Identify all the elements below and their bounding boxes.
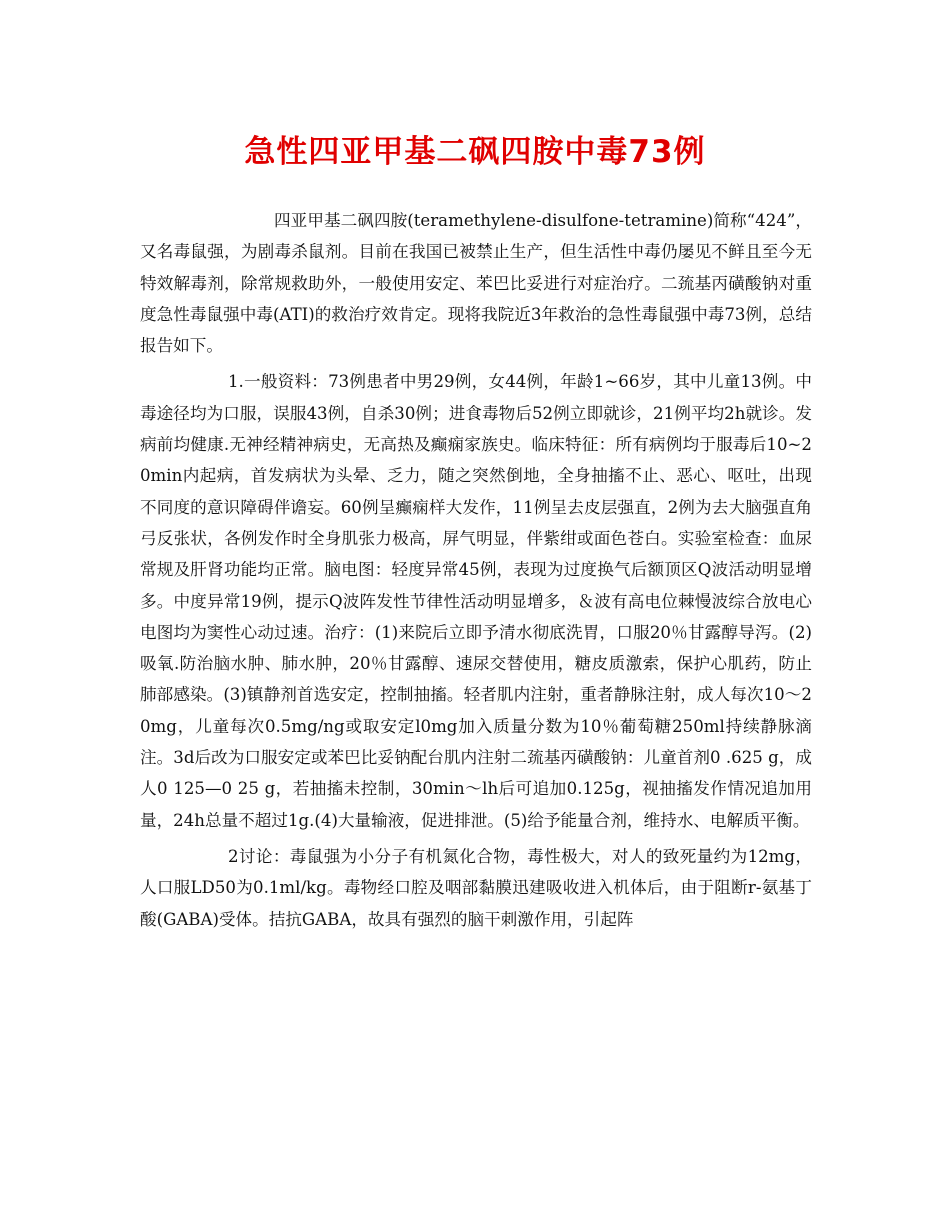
paragraph-intro: 四亚甲基二砜四胺(teramethylene-disulfone-tetramine)简称“424”，又名毒鼠强，为剧毒杀鼠剂。目前在我国已被禁止生产，但生活性中毒仍屡见不鲜且至今无特效解毒剂，除常规救助外，一般使用安定、苯巴比妥进行对症治疗。二巯基丙磺酸钠对重度急性毒鼠强中毒(ATI)的救治疗效肯定。现将我院近3年救治的急性毒鼠强中毒73例，总结报告如下。 bbox=[140, 211, 812, 356]
paragraph-general-data: 1.一般资料：73例患者中男29例，女44例，年龄1~66岁，其中儿童13例。中毒途径均为口服，误服43例，自杀30例；进食毒物后52例立即就诊，21例平均2h就诊。发病前均健康.无神经精神病史，无高热及癫痫家族史。临床特征：所有病例均于服毒后10~20min内起病，首发病状为头晕、乏力，随之突然倒地，全身抽搐不止、恶心、呕吐，出现不同度的意识障碍伴谵妄。60例呈癫痫样大发作，11例呈去皮层强直，2例为去大脑强直角弓反张状，各例发作时全身肌张力极高，屏气明显，伴紫绀或面色苍白。实验室检查：血尿常规及肝肾功能均正常。脑电图：轻度异常45例，表现为过度换气后额顶区Q波活动明显增多。中度异常19例，提示Q波阵发性节律性活动明显增多，＆波有高电位棘慢波综合放电心电图均为窦性心动过速。治疗：(1)来院后立即予清水彻底洗胃，口服20％甘露醇导泻。(2)吸氧.防治脑水肿、肺水肿，20％甘露醇、速尿交替使用，糖皮质激索，保护心肌药，防止肺部感染。(3)镇静剂首选安定，控制抽搐。轻者肌内注射，重者静脉注射，成人每次10～20mg，儿童每次0.5mg/ng或取安定l0mg加入质量分数为10％葡萄糖250ml持续静脉滴注。3d后改为口服安定或苯巴比妥钠配台肌内注射二巯基丙磺酸钠：儿童首剂0 .625 g，成人0 125—0 25 g，若抽搐未控制，30min～lh后可追加0.125g，视抽搐发作情况追加用量，24h总量不超过1g.(4)大量输液，促进排泄。(5)给予能量合剂，维持水、电解质平衡。 bbox=[140, 372, 812, 830]
document-title: 急性四亚甲基二砜四胺中毒73例 bbox=[244, 134, 706, 170]
paragraph-discussion: 2讨论：毒鼠强为小分子有机氮化合物，毒性极大，对人的致死量约为12mg，人口服LD50为0.1ml/kg。毒物经口腔及咽部黏膜迅建吸收进入机体后，由于阻断r-氨基丁酸(GABA)受体。拮抗GABA，故具有强烈的脑干刺激作用，引起阵 bbox=[140, 846, 812, 929]
document-body bbox=[140, 205, 812, 940]
